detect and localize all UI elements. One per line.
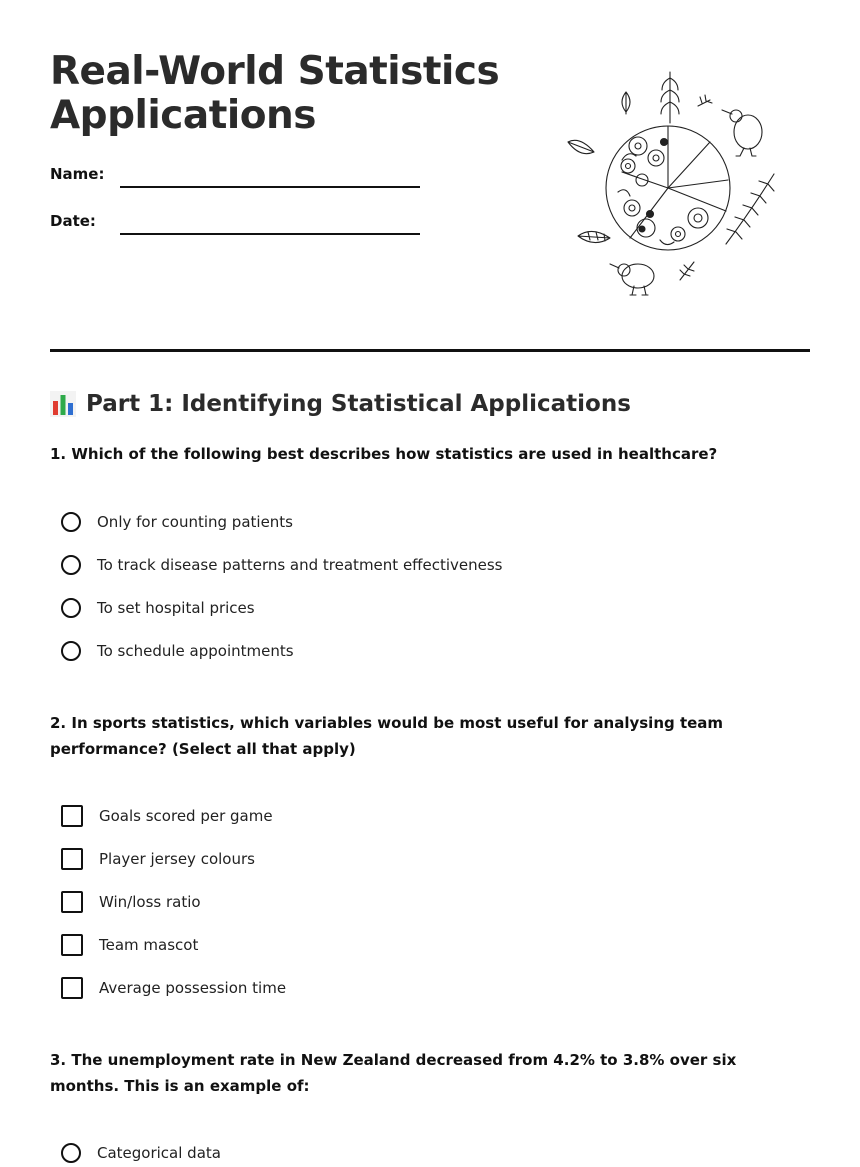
option-label: Win/loss ratio [99,893,201,911]
section-divider [50,349,810,352]
date-label: Date: [50,212,96,230]
leaf-left [568,140,610,242]
section-1-heading [50,388,631,420]
question-1-text: 1. Which of the following best describes how statistics are used in healthcare? [50,445,718,463]
option-label: Team mascot [99,936,199,954]
radio-button[interactable] [61,641,81,661]
option-label: Player jersey colours [99,850,255,868]
title-line-2: Applications [50,93,316,138]
title-line-1: Real-World Statistics [50,49,500,94]
option-label: Average possession time [99,979,287,997]
option-label: To set hospital prices [97,599,255,617]
q3-option-1[interactable] [60,1139,221,1167]
q2-option-2[interactable] [60,845,255,873]
name-field [50,165,120,183]
q1-option-3[interactable] [60,594,255,622]
checkbox[interactable] [61,934,83,956]
date-line[interactable] [120,233,420,235]
checkbox[interactable] [61,891,83,913]
q2-option-5[interactable] [60,974,286,1002]
option-label: Goals scored per game [99,807,273,825]
q2-option-4[interactable] [60,931,198,959]
checkbox[interactable] [61,848,83,870]
radio-button[interactable] [61,598,81,618]
q1-option-4[interactable] [60,637,294,665]
kiwi-bird-bottom [610,264,654,295]
date-field [50,212,120,230]
option-label: Only for counting patients [97,513,293,531]
statistics-illustration [560,68,780,300]
radio-button[interactable] [61,512,81,532]
q2-option-3[interactable] [60,888,201,916]
checkbox[interactable] [61,805,83,827]
option-label: To track disease patterns and treatment effectiveness [97,556,503,574]
section-1-title: Part 1: Identifying Statistical Applications [86,391,631,417]
question-2-text: 2. In sports statistics, which variables would be most useful for analysing team performance? (Select all that apply) [50,714,724,758]
radio-button[interactable] [61,1143,81,1163]
flower-cluster [618,137,708,245]
q1-option-2[interactable] [60,551,503,579]
checkbox[interactable] [61,977,83,999]
option-label: Categorical data [97,1144,221,1162]
kiwi-bird-top [722,110,762,156]
option-label: To schedule appointments [97,642,294,660]
question-3-text: 3. The unemployment rate in New Zealand decreased from 4.2% to 3.8% over six months. This is an example of: [50,1051,737,1095]
q1-option-1[interactable] [60,508,293,536]
name-label: Name: [50,165,105,183]
bar-chart-icon [50,391,76,417]
name-line[interactable] [120,186,420,188]
page-title [50,50,499,138]
q2-option-1[interactable] [60,802,273,830]
radio-button[interactable] [61,555,81,575]
fern-top [622,72,712,123]
